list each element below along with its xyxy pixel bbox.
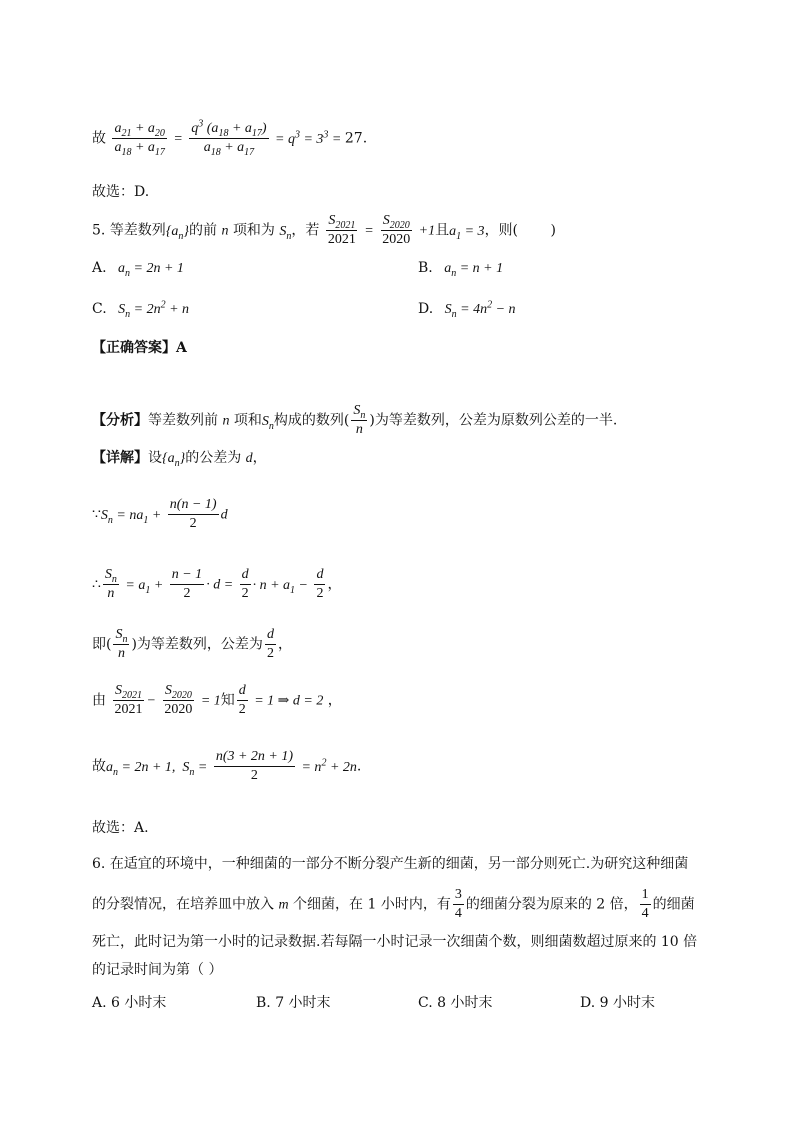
fraction: $\frac{d}{2}$	[266, 627, 274, 661]
step-arith-seq: 即( $\frac{S_n}{n}$ )为等差数列，公差为 $\frac{d}{2}$ ，	[92, 627, 292, 661]
q5-option-d: D. $S_n = 4n^2 - n$	[418, 299, 516, 320]
q5-number: 5.	[92, 222, 106, 239]
fraction: $\frac{1}{4}$	[641, 887, 649, 921]
step-conclusion: 故$a_n = 2n + 1$, $S_n$ = $\frac{n(3 + 2n + 1)}{2}$ = $n^2 + 2n$.	[92, 749, 362, 783]
fraction: $\frac{3}{4}$	[454, 887, 462, 921]
fraction: $\frac{S_{2021}}{2021}$	[114, 683, 143, 717]
fraction: $\frac{S_n}{n}$	[353, 403, 366, 437]
choice-line-a: 故选：A.	[92, 820, 149, 836]
fraction: $\frac{n(3 + 2n + 1)}{2}$	[215, 749, 294, 783]
analysis-line: 【分析】等差数列前 n 项和$S_n$构成的数列( $\frac{S_n}{n}$ )为等差数列，公差为原数列公差的一半.	[92, 403, 618, 437]
q6-option-a: A. 6 小时末	[92, 995, 167, 1011]
prefix-text: 故	[92, 130, 106, 147]
q6-option-b: B. 7 小时末	[256, 995, 331, 1011]
fraction: $\frac{S_{2020}}{2020}$	[164, 683, 193, 717]
q5-stem: 5. 等差数列$\{a_n\}$的前 n 项和为 $S_n$，若 $\frac{S_{2021}}{2021}$ = $\frac{S_{2020}}{2020}$ +1且$a_1 = 3$，则( )	[92, 213, 556, 247]
fraction: $\frac{d}{2}$	[316, 567, 324, 601]
fraction: $\frac{n(n - 1)}{2}$	[169, 497, 217, 531]
choice-line-d: 故选：D.	[92, 184, 150, 200]
correct-answer: 【正确答案】A	[92, 340, 187, 356]
fraction: $\frac{S_{2020}}{2020}$	[382, 213, 411, 247]
fraction: $\frac{d}{2}$	[238, 683, 246, 717]
fraction: $\frac{q^3 (a_{18} + a_{17})}{a_{18} + a_{17}}$	[191, 118, 267, 158]
q6-line-1: 6. 在适宜的环境中，一种细菌的一部分不断分裂产生新的细菌，另一部分则死亡.为研究这种细菌	[92, 856, 689, 872]
q5-option-b: B. $a_n = n + 1$	[418, 260, 504, 279]
detail-tag: 【详解】	[92, 450, 148, 466]
fraction: $\frac{S_{2021}}{2021}$	[327, 213, 356, 247]
analysis-tag: 【分析】	[92, 412, 148, 429]
q5-option-c: C. $S_n = 2n^2 + n$	[92, 299, 190, 320]
step-derive-d: 由 $\frac{S_{2021}}{2021}$ − $\frac{S_{2020}}{2020}$ = 1知 $\frac{d}{2}$ = 1 ⇒ d = 2 ，	[92, 683, 342, 717]
q6-line-4: 的记录时间为第（ ）	[92, 962, 223, 978]
step-because: $\because S_n = na_1$ + $\frac{n(n - 1)}{2}$ d	[92, 497, 228, 531]
result-value: 27	[344, 130, 363, 147]
step-therefore: ∴ $\frac{S_n}{n}$ = $a_1$ + $\frac{n - 1}{2}$ · d = $\frac{d}{2}$ · $n + a_1$ − $\frac{d}{2}$ ，	[92, 567, 342, 601]
q6-line-3: 死亡，此时记为第一小时的记录数据.若每隔一小时记录一次细菌个数，则细菌数超过原来的 10 倍	[92, 934, 698, 950]
fraction: $\frac{a_{21} + a_{20}}{a_{18} + a_{17}}$	[114, 121, 165, 158]
q6-number: 6.	[92, 856, 106, 872]
fraction: $\frac{d}{2}$	[241, 567, 249, 601]
fraction: $\frac{S_n}{n}$	[104, 567, 117, 601]
q6-option-d: D. 9 小时末	[580, 995, 655, 1011]
detail-line: 【详解】设$\{a_n\}$的公差为 d，	[92, 450, 267, 469]
q6-line-2: 的分裂情况，在培养皿中放入 m 个细菌，在 1 小时内，有 $\frac{3}{4}$ 的细菌分裂为原来的 2 倍， $\frac{1}{4}$ 的细菌	[92, 887, 695, 921]
fraction: $\frac{S_n}{n}$	[115, 627, 128, 661]
q5-option-a: A. $a_n = 2n + 1$	[92, 260, 184, 279]
q4-conclusion-equation: 故 $\frac{a_{21} + a_{20}}{a_{18} + a_{17}}$ = $\frac{q^3 (a_{18} + a_{17})}{a_{18} + a_{17}}$ = $q^3 = 3^3 = 27$.	[92, 118, 368, 158]
fraction: $\frac{n - 1}{2}$	[171, 567, 203, 601]
q6-option-c: C. 8 小时末	[418, 995, 493, 1011]
